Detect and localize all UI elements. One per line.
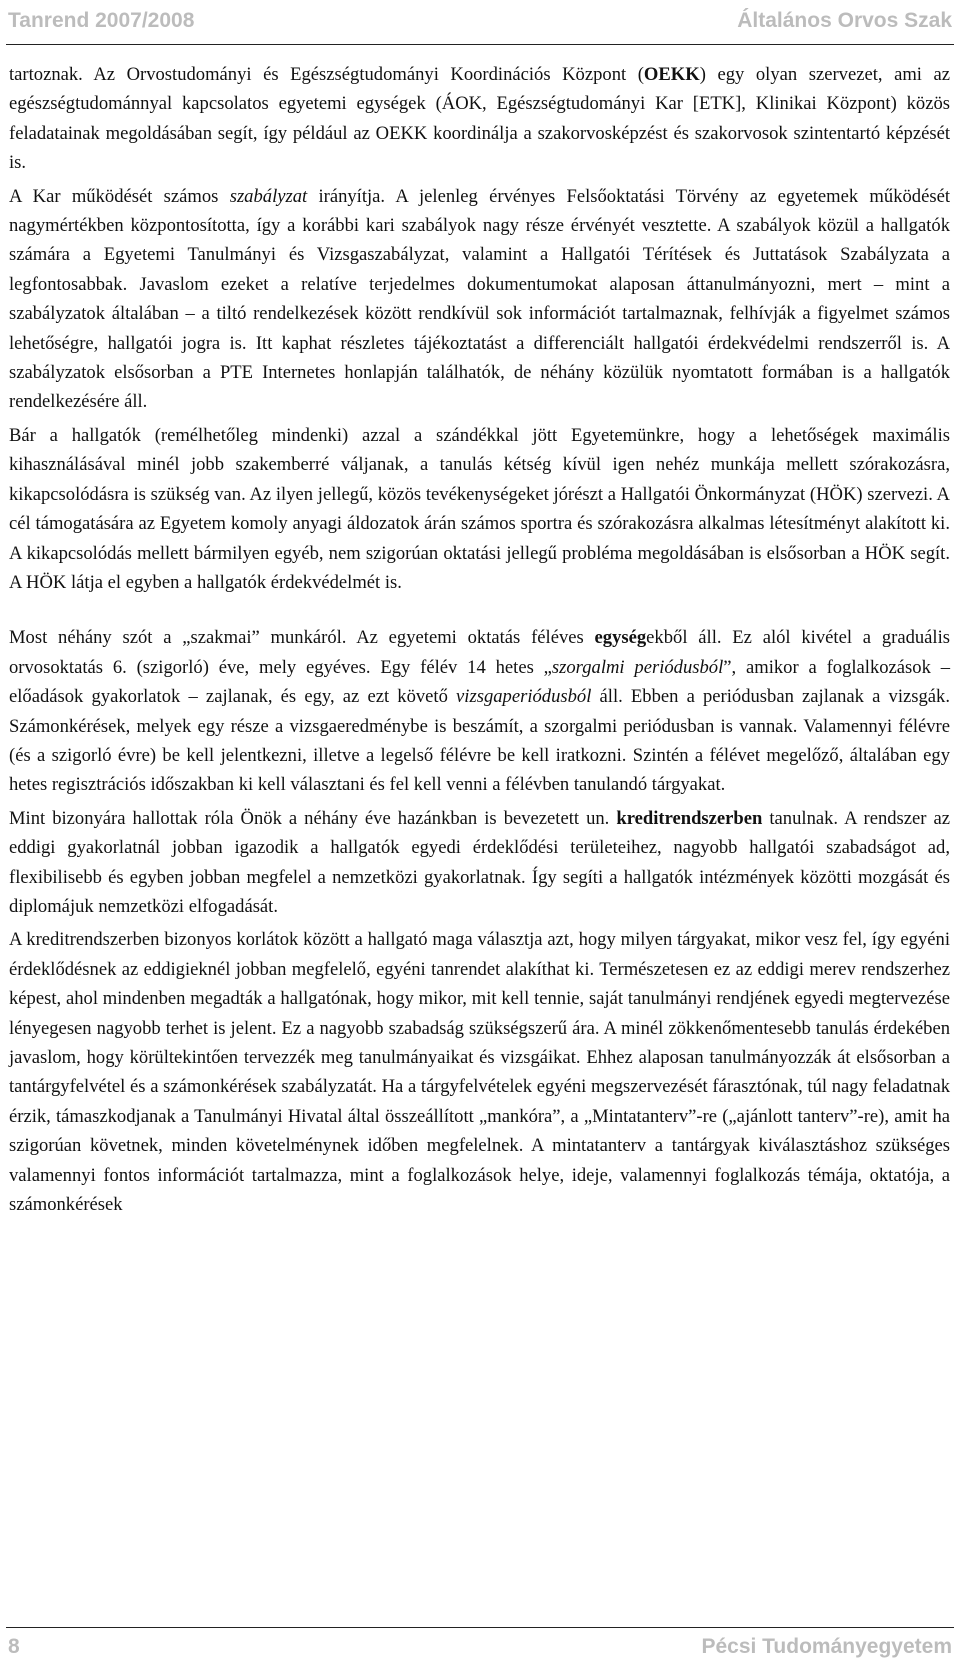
paragraph-4-italic-1: szorgalmi periódusból xyxy=(551,656,724,678)
paragraph-1 xyxy=(9,60,950,178)
paragraph-2 xyxy=(9,182,950,417)
paragraph-2-text-a: A Kar működését számos xyxy=(9,185,230,207)
paragraph-4-text-e: ”, amikor a foglalkozások – előadások gyakorlatok – zajlanak, és egy, az ezt követő xyxy=(9,656,951,708)
paragraph-5 xyxy=(9,804,950,922)
paragraph-4-bold: egység xyxy=(594,627,647,649)
header-divider xyxy=(6,44,954,45)
page-header xyxy=(8,6,952,36)
paragraph-3: Bár a hallgatók (remélhetőleg mindenki) azzal a szándékkal jött Egyetemünkre, hogy a lehetőségek maximális kihasználásával minél jobb szakemberré váljanak, a tanulás kétség kívül igen nehéz munkája mellett szórakozásra, kikapcsolódásra is szükség van. Az ilyen jellegű, közös tevékenységeket jórészt a Hallgatói Önkormányzat (HÖK) szervezi. A cél támogatására az Egyetem komoly anyagi áldozatok árán számos sportra és szórakozásra alkalmas létesítményt alakított ki. A kikapcsolódás mellett bármilyen egyéb, nem szigorúan oktatási jellegű probléma megoldásában is elsősorban a HÖK segít. A HÖK látja el egyben a hallgatók érdekvédelmét is. xyxy=(9,424,950,593)
page-footer xyxy=(8,1632,952,1662)
paragraph-5-text-c: tanulnak. A rendszer az eddigi gyakorlatnál jobban igazodik a hallgatók egyedi érdeklődési területeihez, nagyobb hallgatói szabadságot ad, flexibilisebb és egyben jobban megfelel a nemzetközi gyakorlatnak. Így segíti a hallgatók intézmények közötti mozgását és diplomájuk nemzetközi elfogadását. xyxy=(9,807,951,917)
paragraph-4-text-a: Most néhány szót a „szakmai” munkáról. Az egyetemi oktatás féléves xyxy=(9,627,595,649)
paragraph-5-text-a: Mint bizonyára hallottak róla Önök a néhány éve hazánkban is bevezetett un. xyxy=(9,807,617,829)
paragraph-1-text-a: tartoznak. Az Orvostudományi és Egészségtudományi Koordinációs Központ ( xyxy=(9,64,644,85)
header-left-title: Tanrend 2007/2008 xyxy=(8,9,195,32)
paragraph-4-text-c: ekből áll. Ez alól kivétel a graduális orvosoktatás 6. (szigorló) éve, mely egyéves. Egy félév 14 hetes „ xyxy=(9,627,950,678)
body-text xyxy=(9,60,950,1223)
paragraph-2-italic: szabályzat xyxy=(229,185,308,207)
paragraph-6: A kreditrendszerben bizonyos korlátok között a hallgató maga választja azt, hogy milyen tárgyakat, mikor vesz fel, így egyéni érdeklődésnek az eddigieknél jobban megfelelő, egyéni tanrendet alakíthat ki. Természetesen ez az eddigi merev rendszerhez képest, ahol mindenben megadták a hallgatónak, hogy mikor, mit kell tennie, saját tanulmányi rendjének egyedi megtervezése lényegesen nagyobb terhet is jelent. Ez a nagyobb szabadság szükségszerű ára. A minél zökkenőmentesebb tanulás érdekében javaslom, hogy körültekintően tervezzék meg tanulmányaikat és vizsgáikat. Ehhez alaposan tanulmányozzák át elsősorban a tantárgyfelvétel és a számonkérések szabályzatát. Ha a tárgyfelvételek egyéni megszervezését fárasztónak, túl nagy feladatnak érzik, támaszkodjanak a Tanulmányi Hivatal által összeállított „mankóra”, a „Mintatanterv”-re („ajánlott tanterv”-re), amit ha szigorúan követnek, minden követelménynek időben megfelelnek. A mintatanterv a tantárgyak kiválasztáshoz szükséges valamennyi fontos információt tartalmazza, mint a foglalkozások helye, ideje, valamennyi foglalkozás témája, oktatója, a számonkérések xyxy=(9,929,950,1216)
header-right-title: Általános Orvos Szak xyxy=(737,9,952,32)
paragraph-1-bold: OEKK xyxy=(643,64,700,85)
page-number: 8 xyxy=(8,1635,20,1658)
paragraph-2-text-c: irányítja. A jelenleg érvényes Felsőoktatási Törvény az egyetemek működését nagymértékben központosította, így a korábbi kari szabályok nagy része érvényét vesztette. A szabályok közül a hallgatók számára a Egyetemi Tanulmányi és Vizsgaszabályzat, valamint a Hallgatói Térítések és Juttatások Szabályzata a legfontosabbak. Javaslom ezeket a relatíve terjedelmes dokumentumokat alaposan áttanulmányozni, mert – mint a szabályzatok általában – a tiltó rendelkezések között rendkívül sok információt tartalmaznak, felhívják a figyelmet számos lehetőségre, hallgatói jogra is. Itt kaphat részletes tájékoztatást a differenciált hallgatói érdekvédelmi rendszerről is. A szabályzatok elsősorban a PTE Internetes honlapján találhatók, de néhány közülük nyomtatott formában is a hallgatók rendelkezésére áll. xyxy=(9,185,950,413)
paragraph-1-text-c: ) egy olyan szervezet, ami az egészségtudománnyal kapcsolatos egyetemi egységek (ÁOK, Egészségtudományi Kar [ETK], Klinikai Központ) közös feladatainak megoldásában segít, így például az OEKK koordinálja a szakorvosképzést és szakorvosok szintentartó képzését is. xyxy=(9,64,951,174)
paragraph-4 xyxy=(9,623,950,799)
footer-divider xyxy=(6,1627,954,1628)
paragraph-4-italic-2: vizsgaperiódusból xyxy=(456,686,592,708)
footer-institution: Pécsi Tudományegyetem xyxy=(701,1635,952,1658)
paragraph-5-bold: kreditrendszerben xyxy=(616,807,763,829)
paragraph-4-text-g: áll. Ebben a periódusban zajlanak a vizsgák. Számonkérések, melyek egy része a vizsgaeredménybe is beszámít, a szorgalmi periódusban is vannak. Valamennyi félévre (és a szigorló évre) be kell jelentkezni, illetve a legelső félévre be kell iratkozni. Szintén a félévet megelőző, általában egy hetes regisztrációs időszakban ki kell választani és fel kell venni a félévben tanulandó tárgyakat. xyxy=(9,686,950,796)
